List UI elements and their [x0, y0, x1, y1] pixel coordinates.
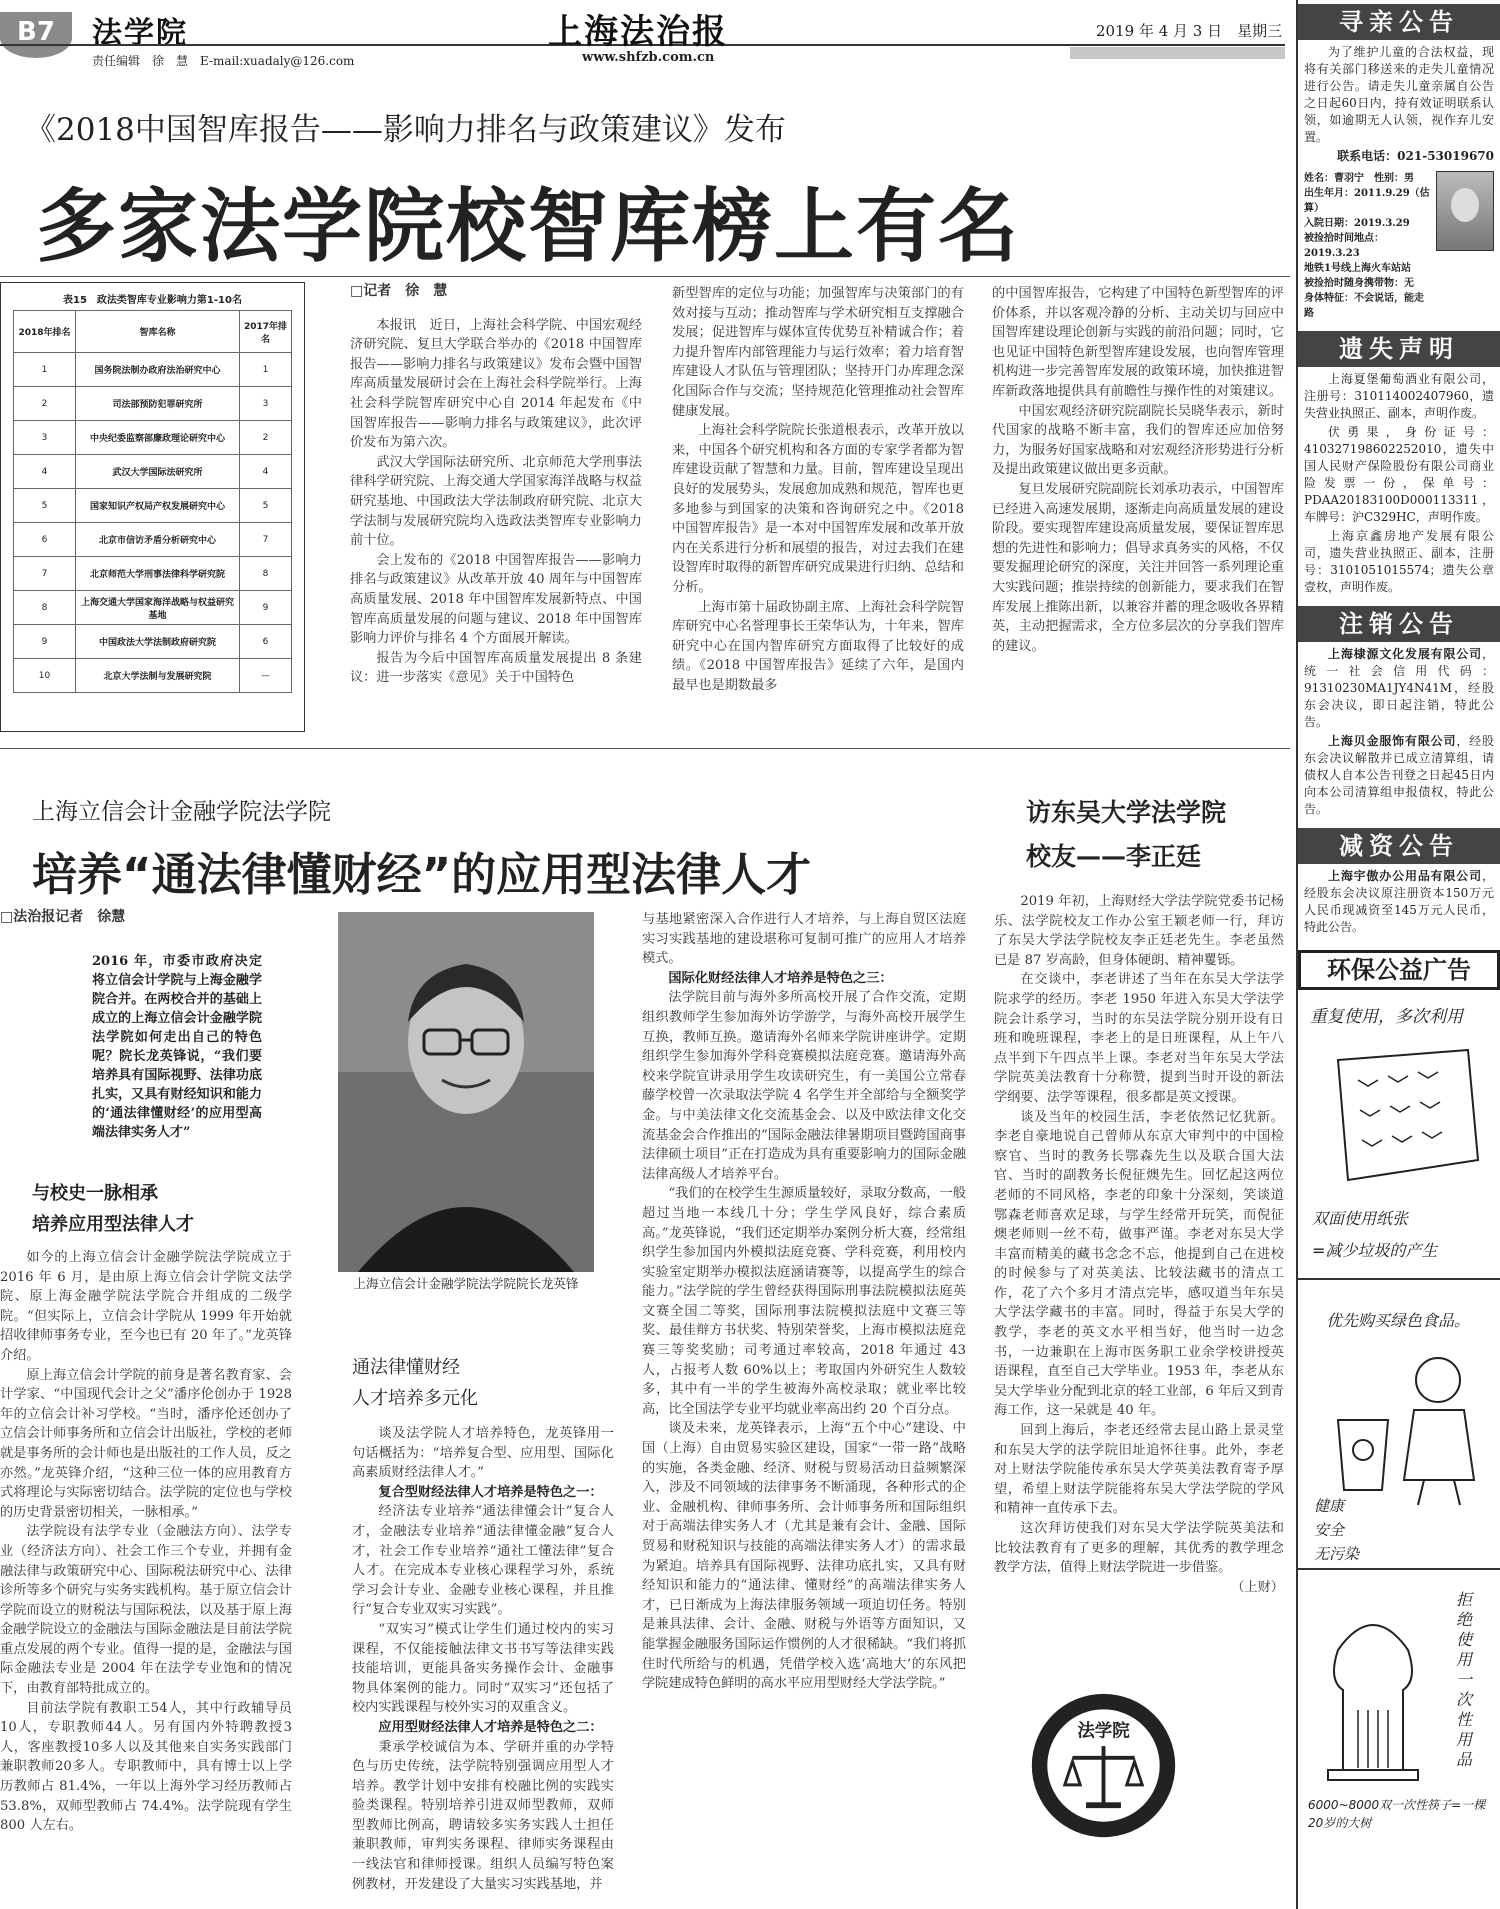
eco-caption-list — [1314, 1494, 1359, 1566]
paragraph: 中国宏观经济研究院副院长吴晓华表示，新时代国家的战略不断丰富，我们的智库还应加倍努力，为服务好国家战略和对宏观经济形势进行分析及提出政策建议做出更多贡献。 — [992, 403, 1284, 478]
table-cell: 北京大学法制与发展研究院 — [76, 659, 240, 693]
table-row — [14, 557, 292, 591]
table-row — [14, 625, 292, 659]
table-cell: 8 — [240, 557, 292, 591]
divider — [0, 276, 1290, 277]
paragraph: 秉承学校诚信为本、学研并重的办学特色与历史传统，法学院特别强调应用型人才培养。教学计划中安排有校融比例的实践实验类课程。特别培养引进双师型教师，双师型教师比例高，聘请较多实务实践人士担任兼职教师，审判实务课程、律师实务课程由一线法官和律师授课。组织人员编写特色案例教材，开发建设了大量实习实践基地，并 — [352, 1739, 614, 1892]
detail-line: 被捡拾时间地点： — [1304, 233, 1384, 244]
table-row — [14, 489, 292, 523]
eco-caption: 双面使用纸张 — [1312, 1209, 1409, 1228]
table-cell: 2 — [14, 387, 76, 421]
notice-text: 为了维护儿童的合法权益，现将有关部门移送来的走失儿童情况进行公告。请走失儿童亲属自公告之日起60日内，持有效证明联系认领，如逾期无人认领，视作弃儿安置。 — [1304, 45, 1494, 144]
paragraph: 的中国智库报告，它构建了中国特色新型智库的评价体系，并以客观冷静的分析、主动关切与回应中国智库建设理论创新与实践的前沿问题；同时，它也见证中国特色新型智库建设发展，也向智库管理机构进一步完善智库发展的政策环境，加快推进智库新政落地提供具有前瞻性与操作性的对策建议。 — [992, 286, 1284, 399]
article2-lead: 2016 年，市委市政府决定将立信会计学院与上海金融学院合并。在两校合并的基础上成立的上海立信会计金融学院法学院如何走出自己的特色呢？院长龙英锋说，“我们要培养具有国际视野、法律功底扎实，又具有财经知识和能力的‘通法律懂财经’的应用型高端法律实务人才” — [92, 954, 262, 1140]
article2-byline-box — [0, 908, 310, 938]
table-cell: 7 — [240, 523, 292, 557]
notice-text: 上海京鑫房地产发展有限公司，遗失营业执照正、副本，注册号：3101051015574；遗失公章壹枚，声明作废。 — [1304, 529, 1494, 594]
company-name: 上海棣源文化发展有限公司 — [1328, 647, 1482, 661]
eco-caption: 重复使用，多次利用 — [1310, 1007, 1463, 1027]
eco-ad-panel-chopsticks — [1298, 1570, 1500, 1840]
paragraph: 经济法专业培养“通法律懂会计”复合人才，金融法专业培养“通法律懂金融”复合人才，社会工作专业培养“通社工懂法律”复合人才。在完成本专业核心课程学习外，系统学习会计专业、金融专业核心课程，并且推行“复合专业双实习实践”。 — [352, 1504, 614, 1618]
notice-item — [1304, 868, 1494, 936]
detail-line: 地铁1号线上海火车站站 — [1304, 263, 1411, 274]
article3-subtitle: 校友——李正廷 — [1026, 842, 1202, 871]
paragraph: 武汉大学国际法研究所、北京师范大学刑事法律科学研究院、上海交通大学国家海洋战略与权益研究基地、中国政法大学法制政府研究院、北京大学法制与发展研究院均入选政法类智库专业影响力前十位。 — [350, 454, 642, 549]
table-cell: 北京师范大学刑事法律科学研究院 — [76, 557, 240, 591]
detail-line: 2019.3.23 — [1304, 248, 1360, 259]
table-cell: 8 — [14, 591, 76, 625]
paragraph: 本报讯 近日，上海社会科学院、中国宏观经济研究院、复旦大学联合举办的《2018 中国智库报告——影响力排名与政策建议》发布会暨中国智库高质量发展研讨会在上海社会科学院举行。上海社会科学院智库研究中心自 2014 年起发布《中国智库报告——影响力排名与政策建议》，此次评价发布为第六次。 — [350, 317, 642, 451]
article2-byline: □法治报记者 徐慧 — [0, 909, 126, 925]
paragraph: 在交谈中，李老讲述了当年在东吴大学法学院求学的经历。李老 1950 年进入东吴大学法学院会计系学习，当时的东吴法学院分别开设有日班和晚班课程，李老上的是日班课程，从上午八点半到下午四点半上课。李老对当年东吴大学法学院英美法教育十分称赞，提到当时开设的新法学纲要、法学等课程，很多都是英文授课。 — [994, 972, 1284, 1105]
page-number-badge: B7 — [0, 12, 72, 58]
table-cell: 武汉大学国际法研究所 — [76, 455, 240, 489]
article1-column-2 — [672, 284, 964, 730]
header-gray-bar — [1070, 47, 1285, 59]
masthead-logo: 上海法治报 — [548, 12, 728, 52]
website-link[interactable]: www.shfzb.com.cn — [582, 50, 715, 65]
article1-headline: 多家法学院校智库榜上有名 — [36, 180, 1020, 273]
article2-column-1 — [0, 1248, 292, 1906]
table-cell: 6 — [240, 625, 292, 659]
table-row — [14, 421, 292, 455]
table-row — [14, 591, 292, 625]
article1-kicker: 《2018中国智库报告——影响力排名与政策建议》发布 — [25, 112, 786, 148]
notice-text: 上海夏堡葡萄酒业有限公司，注册号：310114002407960，遗失营业执照正、副本，声明作废。 — [1304, 372, 1494, 420]
table-cell: 1 — [14, 353, 76, 387]
article3-kicker: 访东吴大学法学院 — [1026, 798, 1227, 827]
article2-subhead-2 — [352, 1352, 478, 1414]
paragraph: 谈及法学院人才培养特色，龙英锋用一句话概括为：“培养复合型、应用型、国际化高素质财经法律人才。” — [352, 1426, 614, 1481]
table-row — [14, 455, 292, 489]
classifieds-sidebar — [1296, 0, 1500, 1909]
article1-byline: □记者 徐 慧 — [350, 283, 448, 299]
eco-caption: 安全 — [1314, 1521, 1345, 1539]
paragraph: 原上海立信会计学院的前身是著名教育家、会计学家、“中国现代会计之父”潘序伦创办于 1928 年的立信会计补习学校。“当时，潘序伦还创办了立信会计师事务所和立信会计出版社，学校的老师就是事务所的会计师也是出版社的工作人员，反之亦然。”龙英锋介绍，“这种三位一体的应用教育方式将理论与实际密切结合。法学院的定位也与学校的历史背景密切相关，一脉相承。” — [0, 1367, 292, 1520]
eco-caption: 拒绝使用一次性用品 — [1456, 1590, 1473, 1769]
eco-caption: 6000~8000双一次性筷子=一棵20岁的大树 — [1308, 1798, 1486, 1830]
detail-line: 入院日期：2019.3.29 — [1304, 218, 1410, 229]
paragraph: 会上发布的《2018 中国智库报告——影响力排名与政策建议》从改革开放 40 周年与中国智库高质量发展、2018 年中国智库发展新特点、中国智库高质量发展的问题与建议、2018 年中国智库影响力评价与排名 4 个方面展开解读。 — [350, 552, 642, 647]
missing-child-photo — [1436, 171, 1494, 251]
law-school-emblem-icon — [1026, 1688, 1181, 1843]
table-cell: 北京市信访矛盾分析研究中心 — [76, 523, 240, 557]
table-header: 智库名称 — [76, 311, 240, 353]
table-cell: — — [240, 659, 292, 693]
notice-header-xunqin: 寻亲公告 — [1298, 4, 1500, 40]
paragraph: 报告为今后中国智库高质量发展提出 8 条建议：进一步落实《意见》关于中国特色 — [350, 650, 642, 686]
table-row — [14, 523, 292, 557]
article1-column-1 — [350, 282, 642, 728]
paragraph-subhead: 应用型财经法律人才培养是特色之二： — [378, 1719, 603, 1735]
paragraph: 与基地紧密深入合作进行人才培养，与上海自贸区法庭实习实践基地的建设堪称可复制可推广的应用人才培养模式。 — [642, 912, 966, 967]
photo-caption: 上海立信会计金融学院法学院院长龙英锋 — [353, 1276, 579, 1291]
paragraph: 新型智库的定位与功能；加强智库与决策部门的有效对接与互动；推动智库与学术研究相互支撑融合发展；促进智库与媒体宣传优势互补精诚合作；着力提升智库内部管理能力与运行效率；着力培育智库建设人才队伍与管理团队；坚持开门办库理念深化国际合作与交流；坚持规范化管理推动社会智库健康发展。 — [672, 286, 964, 419]
ranking-table — [13, 310, 292, 693]
notice-yishi — [1298, 367, 1500, 602]
article2-subhead-1 — [32, 1178, 194, 1240]
paragraph: 这次拜访使我们对东吴大学法学院英美法和比较法教育有了更多的理解，其优秀的教学理念教学方法，值得上财法学院进一步借鉴。 — [994, 1521, 1284, 1576]
paragraph: 2019 年初，上海财经大学法学院党委书记杨乐、法学院校友工作办公室王颖老师一行，拜访了东吴大学法学院校友李正廷老先生。李老虽然已是 87 岁高龄，但身体硬朗、精神矍铄。 — [994, 894, 1284, 968]
detail-line: 出生年月：2011.9.29（估算） — [1304, 188, 1430, 214]
paragraph: 回到上海后，李老还经常去昆山路上景灵堂和东吴大学的法学院旧址追怀往事。此外，李老对上财法学院能传承东吴大学英美法教育寄予厚望，希望上财法学院能将东吴大学法学院的学风和精神一直传承下去。 — [994, 1423, 1284, 1517]
table-cell: 司法部预防犯罪研究所 — [76, 387, 240, 421]
divider — [0, 748, 1290, 749]
notice-xunqin — [1298, 40, 1500, 171]
table-cell: 6 — [14, 523, 76, 557]
notice-header-yishi: 遗失声明 — [1298, 331, 1500, 367]
page-header — [0, 0, 1290, 70]
paragraph: “双实习”模式让学生们通过校内的实习课程，不仅能接触法律文书书写等法律实践技能培训，更能具备实务操作会计、金融事物具体案例的能力。同时“双实习”还包括了校内实践课程与校外实习的双重含义。 — [352, 1621, 614, 1716]
ranking-table-body — [14, 353, 292, 693]
portrait-illustration — [338, 912, 594, 1272]
paragraph: 复旦发展研究院副院长刘承功表示，中国智库已经进入高速发展期，逐渐走向高质量发展的建设阶段。要实现智库建设高质量发展，要保证智库思想的先进性和影响力；倡导求真务实的风格，不仅要发掘理论研究的深度，关注并回答一系列理论重大实践问题；推崇持续的创新能力，要求我们在智库发展上推陈出新，以兼容并蓄的理念吸收各界精英，主动把握需求，全方位多层次的分享我们智库的建议。 — [992, 481, 1284, 654]
notice-header-jianzi: 减资公告 — [1298, 828, 1500, 864]
table-cell: 上海交通大学国家海洋战略与权益研究基地 — [76, 591, 240, 625]
table-cell: 5 — [240, 489, 292, 523]
detail-line: 身体特征：不会说话，能走路 — [1304, 293, 1424, 319]
subhead-line: 培养应用型法律人才 — [32, 1214, 194, 1235]
subhead-line: 人才培养多元化 — [352, 1388, 478, 1409]
table-cell: 1 — [240, 353, 292, 387]
table-cell: 国务院法制办政府法治研究中心 — [76, 353, 240, 387]
eco-caption: 优先购买绿色食品。 — [1326, 1311, 1471, 1330]
article3-column — [994, 892, 1284, 1682]
table-row — [14, 387, 292, 421]
paragraph: 上海市第十届政协副主席、上海社会科学院智库研究中心名誉理事长王荣华认为，十年来，智库研究中心在国内智库研究方面取得了比较好的成绩。《2018 中国智库报告》延续了六年，是国内最早也是期数最多 — [672, 599, 964, 693]
table-cell: 3 — [240, 387, 292, 421]
table-cell: 国家知识产权局产权发展研究中心 — [76, 489, 240, 523]
section-name: 法学院 — [92, 16, 188, 51]
paragraph: 上海社会科学院院长张道根表示，改革开放以来，中国各个研究机构和各方面的专家学者都为智库建设贡献了智慧和力量。目前，智库建设呈现出良好的发展势头，发展愈加成熟和规范，智库也更多地参与到国家的决策和咨询研究之中。《2018 中国智库报告》是一本对中国智库发展和改革开放内在关系进行分析和展望的报告，对过去我们在建设智库时取得的新智库研究成果进行归纳、总结和分析。 — [672, 423, 964, 595]
table-header: 2017年排名 — [240, 311, 292, 353]
article2-headline: 培养“通法律懂财经”的应用型法律人才 — [32, 848, 812, 901]
paragraph: “我们的在校学生生源质量较好，录取分数高，一般超过当地一本线几十分；学生学风良好，综合素质高。”龙英锋说，“我们还定期举办案例分析大赛，经常组织学生参加国内外模拟法庭竞赛、学科竞赛，利用校内实验室定期举办模拟法庭涵请赛等，以提高学生的综合能力。”法学院的学生曾经获得国际刑事法院模拟法庭英文赛全国二等奖，国际刑事法院模拟法庭中文赛三等奖、最佳辩方书状奖、特别荣誉奖，上海市模拟法庭竞赛三等奖奖励；司考通过率较高，2018 年通过 43 人，占报考人数 60%以上；考取国内外研究生人数较多，其中有一半的学生被海外高校录取；就业率比较高，比全国法学专业平均就业率高出约 20 个百分点。 — [642, 1186, 966, 1417]
eco-caption: 健康 — [1314, 1497, 1345, 1515]
paragraph: 法学院目前与海外多所高校开展了合作交流，定期组织教师学生参加海外访学游学，与海外高校开展学生互换，教师互换。邀请海外名师来学院讲座讲学。定期组织学生参加海外学科竞赛模拟法庭竞赛。邀请海外高校来学院宣讲录用学生攻读研究生，有一美国公立常春藤学校曾一次录取法学院 4 名学生并全部给与全额奖学金。与中美法律文化交流基金会、以及中欧法律文化交流基金会合作推出的“国际金融法律暑期项目暨跨国商事法律硕士项目”正在打造成为具有重要影响力的国际金融法律高级人才培养平台。 — [642, 990, 966, 1182]
paragraph: 谈及当年的校园生活，李老依然记忆犹新。李老自豪地说自己曾师从东京大审判中的中国检察官、当时的教务长鄂森先生以及联合国大法官、当时的副教务长倪征燠先生。回忆起这两位老师的不同风格，李老的印象十分深刻，笑谈道鄂森老师喜欢足球，与学生经常开玩笑，而倪征燠老师则一丝不苟，做事严谨。李老对东吴大学丰富而精美的藏书念念不忘，他提到自己在进校的时候参与了对英美法、比较法藏书的清点工作，花了六个多月才清点完毕，感叹道当年东吴大学法学藏书的丰富。同时，得益于东吴大学的教学，李老的英文水平相当好，他当时一边念书，一边兼职在上海市医务职工业余学校讲授英语课程，直至自己大学毕业。1953 年，李老从东吴大学毕业分配到北京的轻工业部，6 年后又到青海工作，这一呆就是 40 年。 — [994, 1109, 1284, 1419]
notice-header-zhuxiao: 注销公告 — [1298, 606, 1500, 642]
table-cell: 4 — [14, 455, 76, 489]
notice-jianzi — [1298, 864, 1500, 942]
dean-portrait-photo — [338, 912, 594, 1272]
table-cell: 4 — [240, 455, 292, 489]
eco-ad-header: 环保公益广告 — [1298, 950, 1500, 990]
paragraph: 法学院设有法学专业（金融法方向）、法学专业（经济法方向）、社会工作三个专业，并拥有金融法律与政策研究中心、国际税法研究中心、法律诊所等多个研究与实务实践机构。基于原立信会计学院而设立的财税法与国际税法，以及基于原上海金融学院设立的金融法与国际金融法是目前法学院重点发展的两个专业。值得一提的是，金融法与国际金融法专业是 2004 年在法学专业饱和的情况下，由教育部特批成立的。 — [0, 1524, 292, 1697]
company-name: 上海贝金服饰有限公司 — [1328, 734, 1457, 748]
table-cell: 中国政法大学法制政府研究院 — [76, 625, 240, 659]
eco-ad-panel-paper — [1298, 990, 1500, 1280]
table-cell: 9 — [240, 591, 292, 625]
table-cell: 7 — [14, 557, 76, 591]
article3-signoff: （上财） — [1231, 1579, 1284, 1595]
notice-text: ，统一社会信用代码：91310230MA1JY4N41M，经股东会决议，即日起注销，特此公告。 — [1304, 647, 1494, 729]
notice-text: 伏勇果，身份证号：410327198602252010，遗失中国人民财产保险股份有限公司商业险发票一份，保单号：PDAA20183100D000113311，车牌号：沪C329HC，声明作废。 — [1304, 425, 1494, 524]
missing-child-details — [1298, 171, 1500, 321]
eco-ad-panel-green-food — [1298, 1280, 1500, 1570]
detail-line: 被捡拾时随身携带物：无 — [1304, 278, 1414, 289]
table-cell: 9 — [14, 625, 76, 659]
table-cell: 中央纪委监察部廉政理论研究中心 — [76, 421, 240, 455]
eco-caption: 无污染 — [1314, 1545, 1360, 1563]
detail-line: 姓名：曹羽宁 性别：男 — [1304, 173, 1414, 184]
article2-column-3 — [642, 910, 966, 1906]
table-row — [14, 353, 292, 387]
paragraph: 谈及未来，龙英锋表示，上海“五个中心”建设、中国（上海）自由贸易实验区建设，国家“一带一路”战略的实施，各类金融、经济、财税与贸易活动日益频繁深入，涉及不同领域的法律事务不断涌现，各种形式的企业、金融机构、律师事务所、会计师事务所和国际组织对于高端法律实务人才（尤其是兼有会计、金融、国际贸易和财税知识与技能的高端法律实务人才）的需求最为紧迫。培养具有国际视野、法律功底扎实，又具有财经知识和能力的“通法律、懂财经”的高端法律实务人才，已日渐成为上海法律服务领域一项迫切任务。特别是兼具法律、会计、金融、财税与外语等方面知识，又能掌握金融服务国际运作惯例的人才很稀缺。“我们将抓住时代所给与的机遇，凭借学校入选‘高地大’的东风把学院建成特色鲜明的高水平应用型财经大学法学院。” — [642, 1421, 966, 1692]
notice-text: ，经股东会决议原注册资本150万元人民币现减资至145万元人民币，特此公告。 — [1304, 869, 1494, 934]
article2-kicker: 上海立信会计金融学院法学院 — [32, 799, 331, 825]
table-cell: 10 — [14, 659, 76, 693]
table-cell: 3 — [14, 421, 76, 455]
paragraph-subhead: 国际化财经法律人才培养是特色之三： — [668, 970, 893, 986]
dateline: 2019 年 4 月 3 日 星期三 — [1096, 22, 1283, 40]
subhead-line: 通法律懂财经 — [352, 1357, 460, 1378]
emblem-text: 法学院 — [1077, 1721, 1130, 1742]
notice-item — [1304, 646, 1494, 731]
notice-text: ，经股东会决议解散并已成立清算组，请债权人自本公告刊登之日起45日内向本公司清算组申报债权，特此公告。 — [1304, 734, 1494, 816]
subhead-line: 与校史一脉相承 — [32, 1183, 158, 1204]
table-row — [14, 659, 292, 693]
article2-column-2 — [352, 1424, 614, 1906]
notice-phone: 联系电话：021-53019670 — [1337, 149, 1494, 163]
ranking-table-title: 表15 政法类智库专业影响力第1-10名 — [63, 295, 242, 306]
table-cell: 5 — [14, 489, 76, 523]
notice-zhuxiao — [1298, 642, 1500, 824]
article1-column-3 — [992, 284, 1284, 730]
eco-caption: =减少垃圾的产生 — [1312, 1241, 1438, 1260]
table-cell: 2 — [240, 421, 292, 455]
notice-item — [1304, 733, 1494, 818]
table-header: 2018年排名 — [14, 311, 76, 353]
ranking-table-box — [0, 282, 305, 732]
paragraph: 如今的上海立信会计金融学院法学院成立于 2016 年 6 月，是由原上海立信会计学院文法学院、原上海金融学院法学院合并组成的二级学院。“但实际上，立信会计学院从 1999 年开始就招收律师事务专业，至今也已有 20 年了。”龙英锋介绍。 — [0, 1250, 292, 1363]
paragraph-subhead: 复合型财经法律人才培养是特色之一： — [378, 1484, 603, 1500]
company-name: 上海宇傲办公用品有限公司 — [1328, 869, 1482, 883]
editor-line: 责任编辑 徐 慧 E-mail:xuadaly@126.com — [92, 54, 355, 68]
paper-sheet-icon — [1318, 1040, 1488, 1190]
shopping-child-icon — [1318, 1340, 1488, 1510]
paragraph: 目前法学院有教职工54人，其中行政辅导员10人，专职教师44人。另有国内外特聘教授3人，客座教授10多人以及其他来自实务实践部门兼职教师20多人。专职教师中，具有博士以上学历教师占 81.4%，一年以上海外学习经历教师占 53.8%，双师型教师占 74.4%。法学院现有学生 800 人左右。 — [0, 1700, 292, 1834]
tree-stump-icon — [1308, 1590, 1438, 1790]
